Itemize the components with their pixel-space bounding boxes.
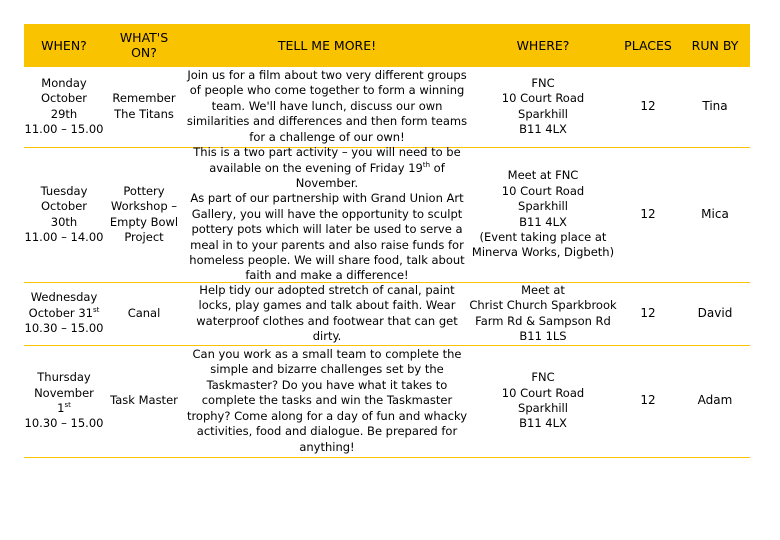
row-4-when: Thursday November 1st 10.30 – 15.00 (24, 370, 104, 431)
row-2-description: This is a two part activity – you will need to be available on the evening of Friday 19th of November. As part of our partnership with Grand Union Art Gallery, you will have the opportunity to sculpt pottery pots which will later be used to serve a meal in to your parents and also raise funds for homeless people. We will share food, talk about faith and make a difference! (189, 145, 465, 283)
row-4-whats-on: Task Master (110, 393, 178, 408)
row-2-where: Meet at FNC 10 Court Road Sparkhill B11 4LX (Event taking place at Minerva Works, Digbeth) (471, 168, 615, 260)
row-2-whats-on: Pottery Workshop – Empty Bowl Project (109, 183, 179, 244)
description-line-with-superscript: available on the evening of Friday 19th of (209, 160, 445, 175)
row-3-when: Wednesday October 31st 10.30 – 15.00 (24, 290, 104, 336)
header-tell-me-more: TELL ME MORE! (277, 37, 377, 53)
row-4-places: 12 (640, 393, 656, 408)
row-3-places: 12 (640, 305, 656, 320)
row-3-run-by: David (697, 305, 733, 320)
when-date-with-superscript: October 31st (28, 305, 100, 320)
header-places: PLACES (624, 37, 672, 53)
row-1-run-by: Tina (702, 98, 728, 113)
header-run-by: RUN BY (691, 37, 739, 53)
row-3-whats-on: Canal (127, 305, 161, 320)
when-date-with-superscript: 1st (57, 401, 71, 415)
row-4-run-by: Adam (697, 393, 733, 408)
row-divider (24, 457, 750, 458)
row-2-run-by: Mica (701, 206, 729, 221)
row-2-places: 12 (640, 206, 656, 221)
header-where: WHERE? (516, 37, 570, 53)
header-whats-on: WHAT'S ON? (119, 30, 169, 60)
row-3-description: Help tidy our adopted stretch of canal, paint locks, play games and talk about faith. Wear waterproof clothes and footwear that can get dirty. (196, 282, 458, 343)
row-4-description: Can you work as a small team to complete the simple and bizarre challenges set by the Taskmaster? Do you have what it takes to complete the tasks and win the Taskmaster trophy? Come along for a day of fun and whacky activities, food and dialogue. Be prepared for anything! (186, 347, 468, 454)
row-2-when: Tuesday October 30th 11.00 – 14.00 (24, 183, 104, 244)
header-when: WHEN? (41, 37, 87, 53)
row-1-places: 12 (640, 98, 656, 113)
row-1-whats-on: Remember The Titans (112, 91, 176, 121)
row-1-description: Join us for a film about two very different groups of people who come together to form a winning team. We'll have lunch, discuss our own similarities and differences and then form teams for a challenge of our own! (186, 67, 468, 144)
row-3-where: Meet at Christ Church Sparkbrook Farm Rd & Sampson Rd B11 1LS (469, 282, 617, 343)
row-1-when: Monday October 29th 11.00 – 15.00 (24, 75, 104, 136)
row-4-where: FNC 10 Court Road Sparkhill B11 4LX (501, 370, 585, 431)
row-1-where: FNC 10 Court Road Sparkhill B11 4LX (501, 75, 585, 136)
